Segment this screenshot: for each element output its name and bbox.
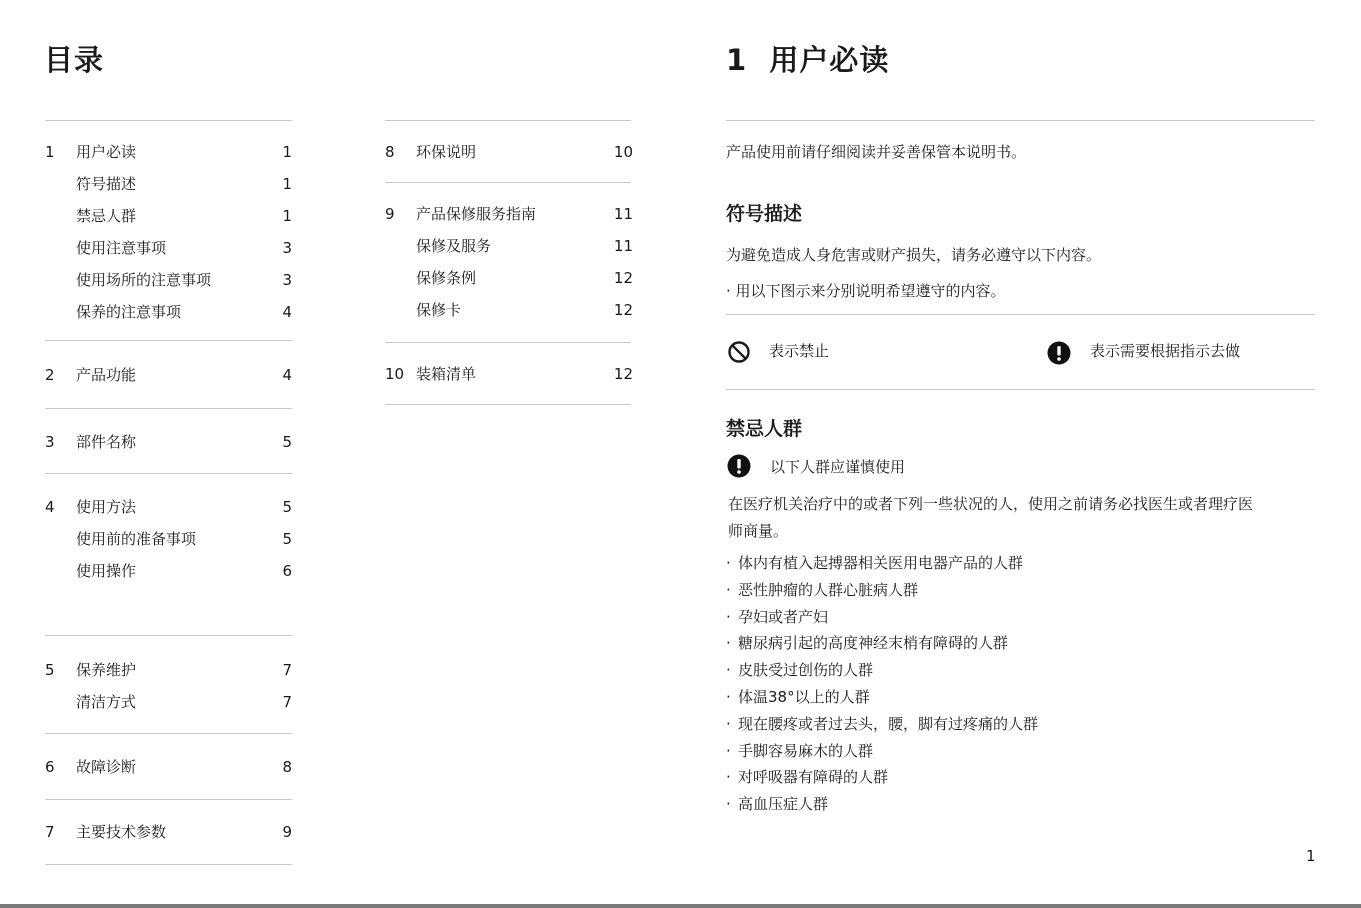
toc-entry-number: 7 — [45, 823, 55, 841]
divider — [45, 408, 292, 409]
toc-entry[interactable] — [45, 206, 292, 226]
toc-entry-page: 9 — [282, 823, 292, 841]
toc-entry-page: 5 — [282, 433, 292, 451]
list-item: · 皮肤受过创伤的人群 — [726, 661, 874, 680]
toc-entry-page: 3 — [282, 271, 292, 289]
toc-entry-page: 4 — [282, 366, 292, 384]
toc-entry-number: 6 — [45, 758, 55, 776]
toc-entry-number: 10 — [385, 365, 405, 383]
toc-entry[interactable] — [385, 300, 633, 320]
toc-entry-title: 故障诊断 — [76, 758, 137, 776]
toc-entry-title: 保修及服务 — [416, 237, 492, 255]
toc-entry[interactable] — [385, 236, 633, 256]
toc-entry-title: 符号描述 — [76, 175, 137, 193]
toc-entry[interactable] — [45, 497, 292, 517]
divider — [45, 733, 292, 734]
toc-entry[interactable] — [45, 660, 292, 680]
contraindication-paragraph-line1: 在医疗机关治疗中的或者下列一些状况的人，使用之前请务必找医生或者理疗医 — [728, 495, 1254, 513]
toc-entry[interactable] — [385, 204, 633, 224]
divider — [385, 120, 631, 121]
mandatory-label: 表示需要根据指示去做 — [1090, 342, 1241, 360]
toc-entry-title: 部件名称 — [76, 433, 137, 451]
toc-entry-page: 5 — [282, 498, 292, 516]
toc-entry-title: 保养的注意事项 — [76, 303, 182, 321]
toc-entry-title: 使用注意事项 — [76, 239, 167, 257]
toc-entry-page: 1 — [282, 175, 292, 193]
toc-entry-title: 使用方法 — [76, 498, 137, 516]
divider — [385, 342, 631, 343]
page-number: 1 — [1306, 847, 1316, 865]
toc-entry[interactable] — [385, 142, 633, 162]
toc-entry-page: 4 — [282, 303, 292, 321]
toc-entry[interactable] — [45, 142, 292, 162]
prohibition-icon — [727, 340, 751, 364]
symbols-note: · 用以下图示来分别说明希望遵守的内容。 — [726, 282, 1006, 300]
toc-entry[interactable] — [45, 365, 292, 385]
contraindication-paragraph-line2: 师商量。 — [728, 522, 789, 540]
toc-entry[interactable] — [385, 364, 633, 384]
list-item: · 高血压症人群 — [726, 795, 829, 814]
divider — [385, 404, 631, 405]
toc-entry-page: 12 — [613, 269, 633, 287]
toc-entry-page: 12 — [613, 365, 633, 383]
warning-label: 以下人群应谨慎使用 — [770, 458, 906, 476]
toc-entry-page: 10 — [613, 143, 633, 161]
toc-entry[interactable] — [45, 822, 292, 842]
toc-entry-title: 禁忌人群 — [76, 207, 137, 225]
toc-entry-page: 1 — [282, 207, 292, 225]
toc-entry-title: 使用操作 — [76, 562, 137, 580]
toc-entry-page: 1 — [282, 143, 292, 161]
toc-entry[interactable] — [45, 529, 292, 549]
toc-entry-number: 9 — [385, 205, 395, 223]
toc-entry[interactable] — [45, 692, 292, 712]
toc-entry-title: 产品保修服务指南 — [416, 205, 537, 223]
toc-entry[interactable] — [385, 268, 633, 288]
toc-entry[interactable] — [45, 174, 292, 194]
toc-entry-page: 11 — [613, 237, 633, 255]
toc-entry-number: 5 — [45, 661, 55, 679]
toc-entry-number: 2 — [45, 366, 55, 384]
toc-entry-title: 用户必读 — [76, 143, 137, 161]
toc-entry-title: 使用前的准备事项 — [76, 530, 197, 548]
list-item: · 孕妇或者产妇 — [726, 607, 829, 626]
toc-entry-number: 3 — [45, 433, 55, 451]
toc-entry[interactable] — [45, 757, 292, 777]
divider — [726, 120, 1315, 121]
symbols-heading: 符号描述 — [726, 203, 803, 225]
divider — [45, 473, 292, 474]
toc-entry-number: 1 — [45, 143, 55, 161]
divider — [726, 314, 1315, 315]
divider — [45, 799, 292, 800]
toc-entry[interactable] — [45, 561, 292, 581]
divider — [45, 635, 292, 636]
toc-entry-title: 保养维护 — [76, 661, 137, 679]
contraindication-list — [726, 553, 1038, 821]
toc-entry-title: 产品功能 — [76, 366, 137, 384]
toc-title: 目录 — [44, 43, 105, 77]
exclamation-icon — [727, 454, 751, 478]
intro-text: 产品使用前请仔细阅读并妥善保管本说明书。 — [726, 143, 1027, 161]
toc-entry-page: 7 — [282, 661, 292, 679]
toc-entry-number: 8 — [385, 143, 395, 161]
toc-entry[interactable] — [45, 270, 292, 290]
toc-entry-page: 7 — [282, 693, 292, 711]
toc-entry-page: 5 — [282, 530, 292, 548]
toc-entry-page: 6 — [282, 562, 292, 580]
list-item: · 恶性肿瘤的人群心脏病人群 — [726, 580, 919, 599]
list-item: · 糖尿病引起的高度神经末梢有障碍的人群 — [726, 634, 1009, 653]
toc-entry-title: 保修卡 — [416, 301, 462, 319]
divider — [45, 340, 292, 341]
toc-entry[interactable] — [45, 238, 292, 258]
toc-entry-page: 12 — [613, 301, 633, 319]
toc-entry-page: 8 — [282, 758, 292, 776]
toc-entry-title: 保修条例 — [416, 269, 477, 287]
list-item: · 现在腰疼或者过去头，腰，脚有过疼痛的人群 — [726, 714, 1039, 733]
list-item: · 体内有植入起搏器相关医用电器产品的人群 — [726, 554, 1024, 572]
list-item: · 体温38°以上的人群 — [726, 687, 870, 706]
symbols-text: 为避免造成人身危害或财产损失，请务必遵守以下内容。 — [726, 246, 1102, 264]
prohibit-label: 表示禁止 — [769, 342, 830, 360]
divider — [726, 389, 1315, 390]
toc-entry-title: 主要技术参数 — [76, 823, 167, 841]
toc-entry-title: 使用场所的注意事项 — [76, 271, 212, 289]
divider — [45, 120, 292, 121]
toc-entry-page: 11 — [613, 205, 633, 223]
divider — [385, 182, 631, 183]
toc-entry[interactable] — [45, 432, 292, 452]
list-item: · 对呼吸器有障碍的人群 — [726, 768, 889, 787]
exclamation-icon — [1047, 341, 1071, 365]
divider — [45, 864, 292, 865]
toc-entry-title: 环保说明 — [416, 143, 477, 161]
list-item: · 手脚容易麻木的人群 — [726, 741, 874, 760]
toc-entry-number: 4 — [45, 498, 55, 516]
toc-entry-title: 装箱清单 — [416, 365, 477, 383]
section-title: 1 用户必读 — [726, 43, 890, 77]
toc-entry-title: 清洁方式 — [76, 693, 137, 711]
page-bottom-edge — [0, 904, 1361, 908]
toc-entry[interactable] — [45, 302, 292, 322]
contraindication-heading: 禁忌人群 — [726, 418, 803, 440]
toc-entry-page: 3 — [282, 239, 292, 257]
